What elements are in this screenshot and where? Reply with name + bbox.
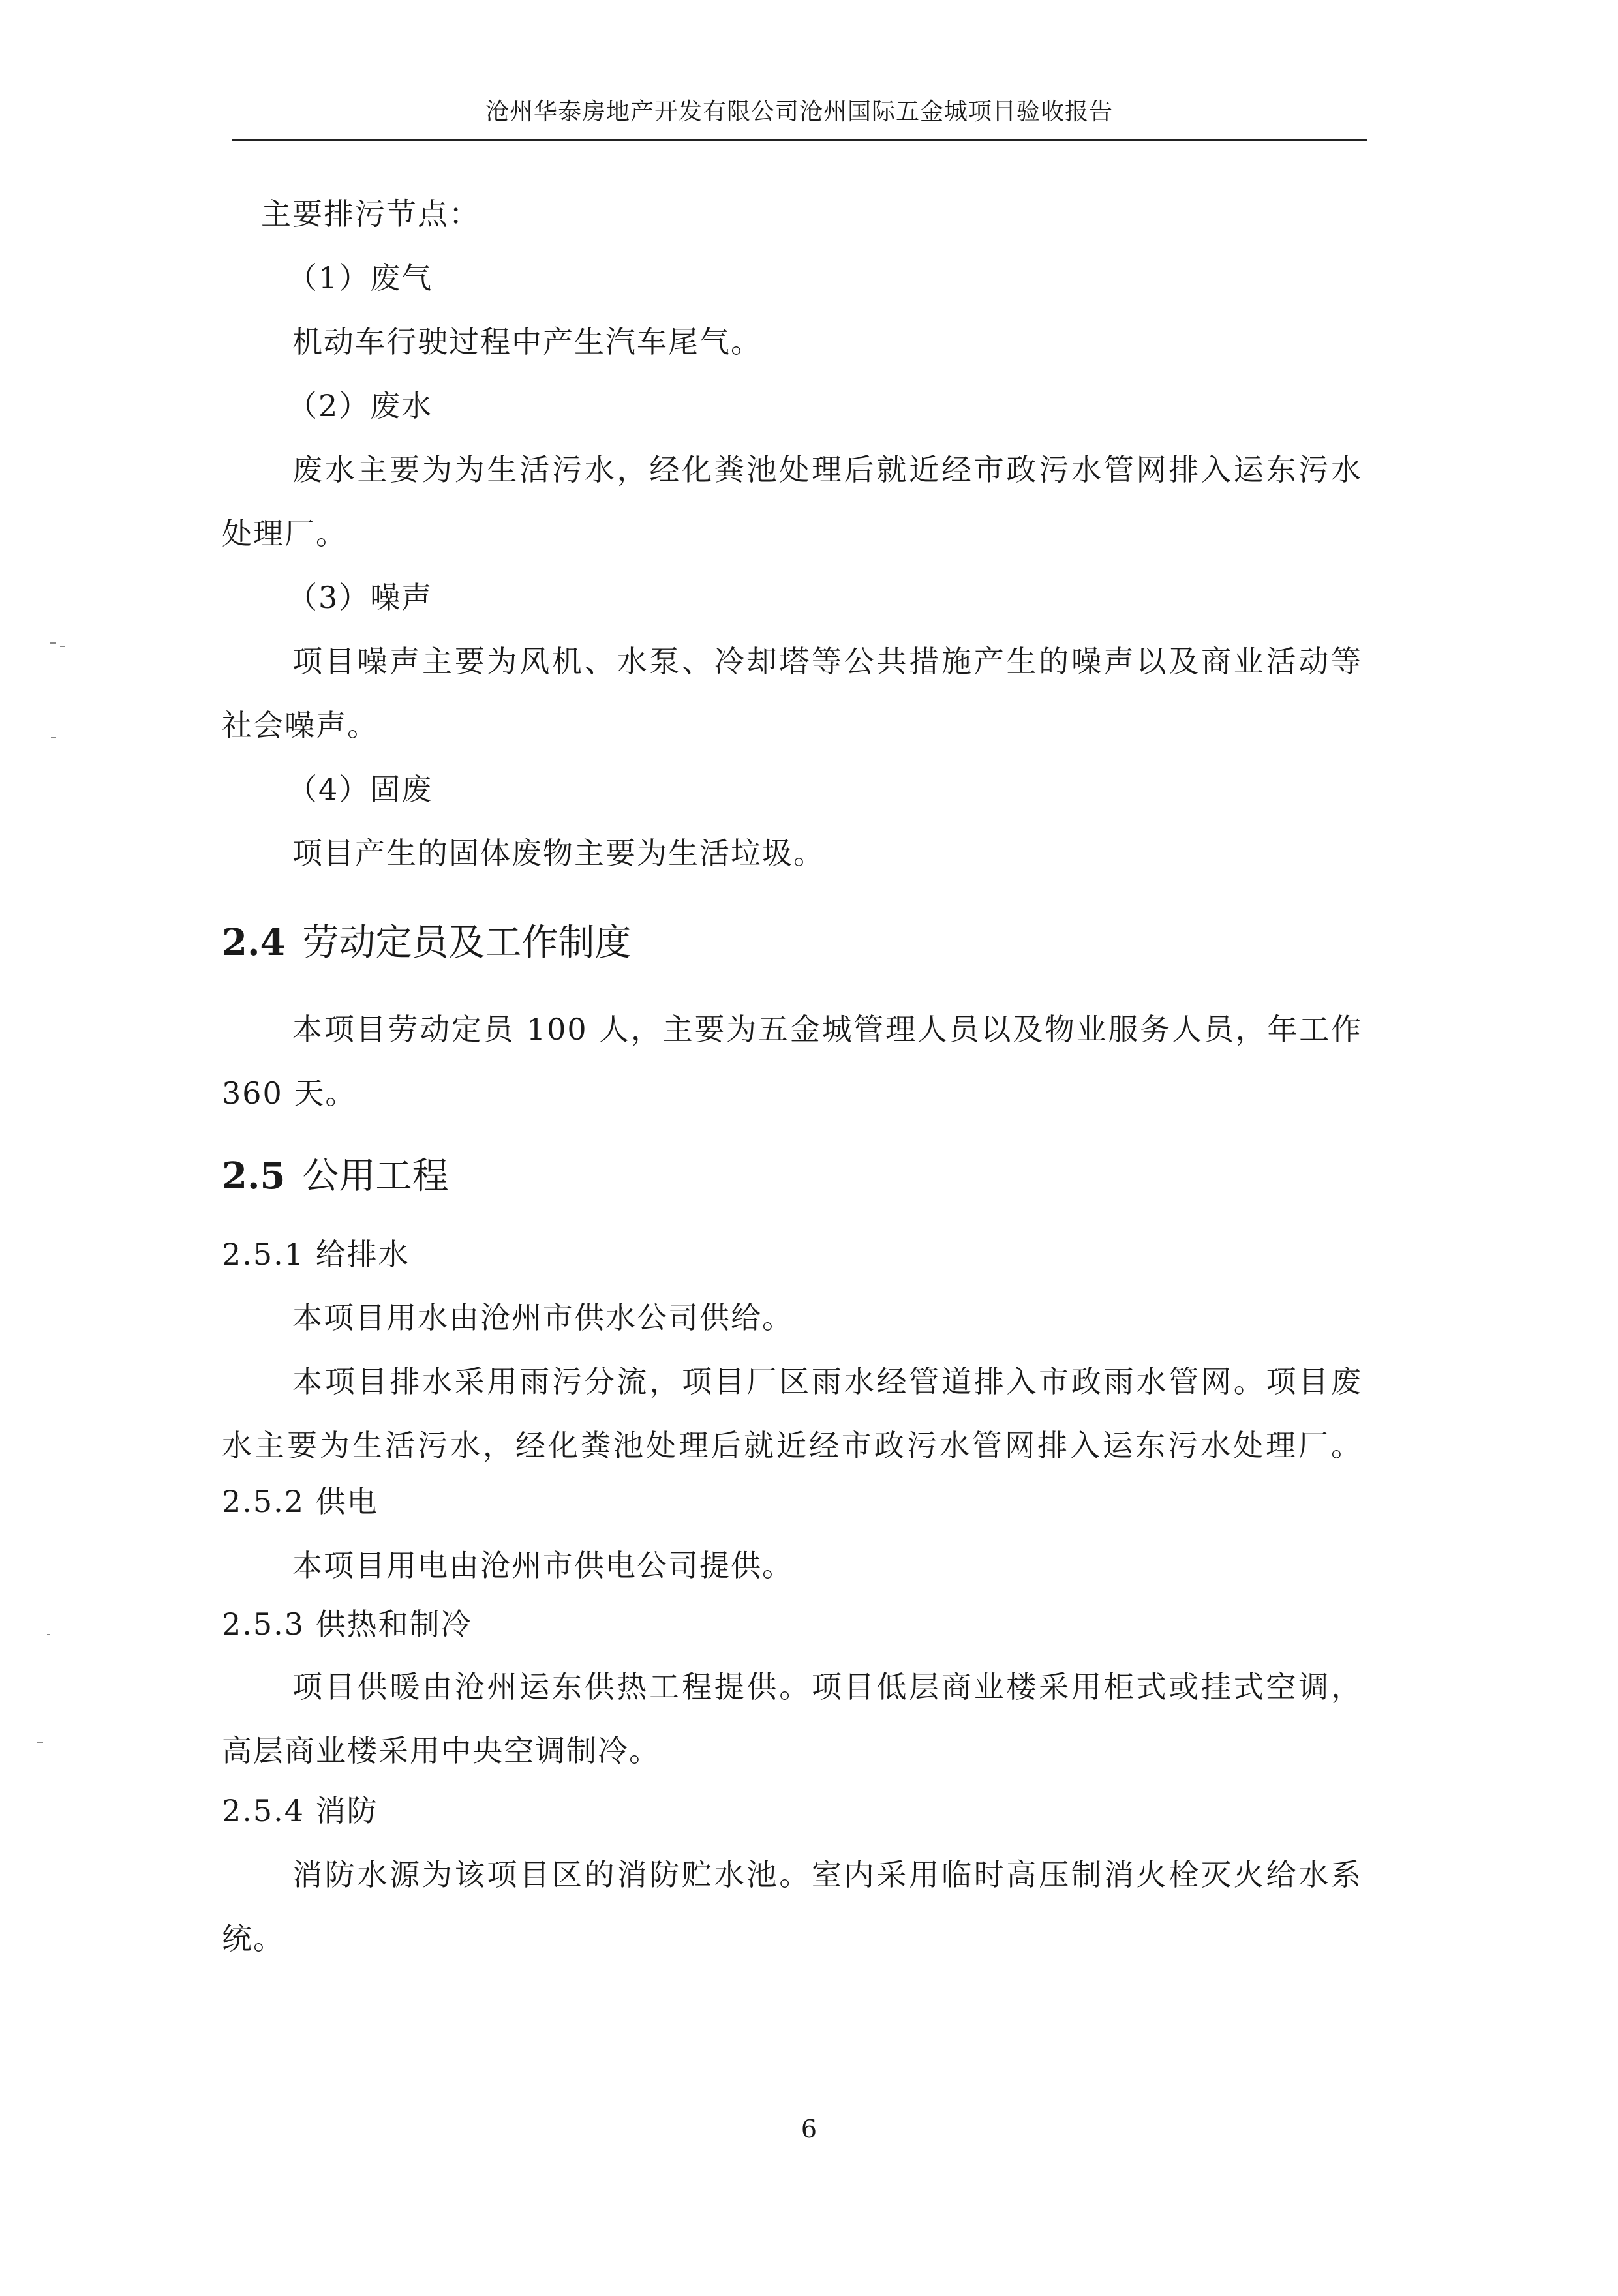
scan-speck xyxy=(37,1742,43,1743)
section-2-4-heading xyxy=(222,920,631,966)
section-2-5-number: 2.5 xyxy=(222,1155,286,1198)
pollution-intro: 主要排污节点： xyxy=(261,196,480,232)
water-heading: （2）废水 xyxy=(287,388,433,423)
subsection-2-5-1-text-1: 本项目用水由沧州市供水公司供给。 xyxy=(292,1300,793,1335)
gas-text: 机动车行驶过程中产生汽车尾气。 xyxy=(292,324,762,359)
subsection-2-5-1-title: 2.5.1 给排水 xyxy=(222,1237,410,1272)
noise-heading: （3）噪声 xyxy=(287,580,433,615)
solid-waste-text: 项目产生的固体废物主要为生活垃圾。 xyxy=(292,836,825,871)
scan-speck xyxy=(47,1634,50,1635)
scan-speck xyxy=(51,737,56,738)
subsection-2-5-2-text: 本项目用电由沧州市供电公司提供。 xyxy=(292,1548,793,1583)
subsection-2-5-1-text-2: 本项目排水采用雨污分流，项目厂区雨水经管道排入市政雨水管网。项目废 xyxy=(292,1364,1362,1399)
subsection-2-5-4-text-1: 消防水源为该项目区的消防贮水池。室内采用临时高压制消火栓灭火给水系 xyxy=(292,1857,1362,1892)
section-2-5-title: 公用工程 xyxy=(302,1155,449,1198)
subsection-2-5-3-text-2: 高层商业楼采用中央空调制冷。 xyxy=(222,1733,660,1768)
section-2-4-text-line-1: 本项目劳动定员 100 人，主要为五金城管理人员以及物业服务人员，年工作 xyxy=(292,1012,1362,1047)
scan-speck xyxy=(50,642,56,644)
section-2-4-text-line-2: 360 天。 xyxy=(222,1076,357,1111)
subsection-2-5-3-text-1: 项目供暖由沧州运东供热工程提供。项目低层商业楼采用柜式或挂式空调， xyxy=(292,1669,1362,1704)
water-text-line-2: 处理厂。 xyxy=(222,516,347,551)
section-2-4-title: 劳动定员及工作制度 xyxy=(302,922,632,964)
water-text-line-1: 废水主要为为生活污水，经化粪池处理后就近经市政污水管网排入运东污水 xyxy=(292,452,1362,487)
subsection-2-5-3-title: 2.5.3 供热和制冷 xyxy=(222,1607,472,1642)
noise-text-line-1: 项目噪声主要为风机、水泵、冷却塔等公共措施产生的噪声以及商业活动等 xyxy=(292,644,1362,679)
gas-heading: （1）废气 xyxy=(287,260,433,295)
page-number: 6 xyxy=(801,2115,817,2143)
solid-waste-heading: （4）固废 xyxy=(287,772,433,807)
scan-speck xyxy=(60,646,65,647)
subsection-2-5-4-title: 2.5.4 消防 xyxy=(222,1793,378,1828)
subsection-2-5-1-text-3: 水主要为生活污水，经化粪池处理后就近经市政污水管网排入运东污水处理厂。 xyxy=(222,1428,1362,1463)
section-2-5-heading xyxy=(222,1153,448,1200)
section-2-4-number: 2.4 xyxy=(222,921,286,964)
header-divider xyxy=(232,139,1367,141)
subsection-2-5-4-text-2: 统。 xyxy=(222,1921,284,1956)
noise-text-line-2: 社会噪声。 xyxy=(222,708,378,743)
page-header: 沧州华泰房地产开发有限公司沧州国际五金城项目验收报告 xyxy=(485,98,1113,125)
subsection-2-5-2-title: 2.5.2 供电 xyxy=(222,1484,378,1519)
